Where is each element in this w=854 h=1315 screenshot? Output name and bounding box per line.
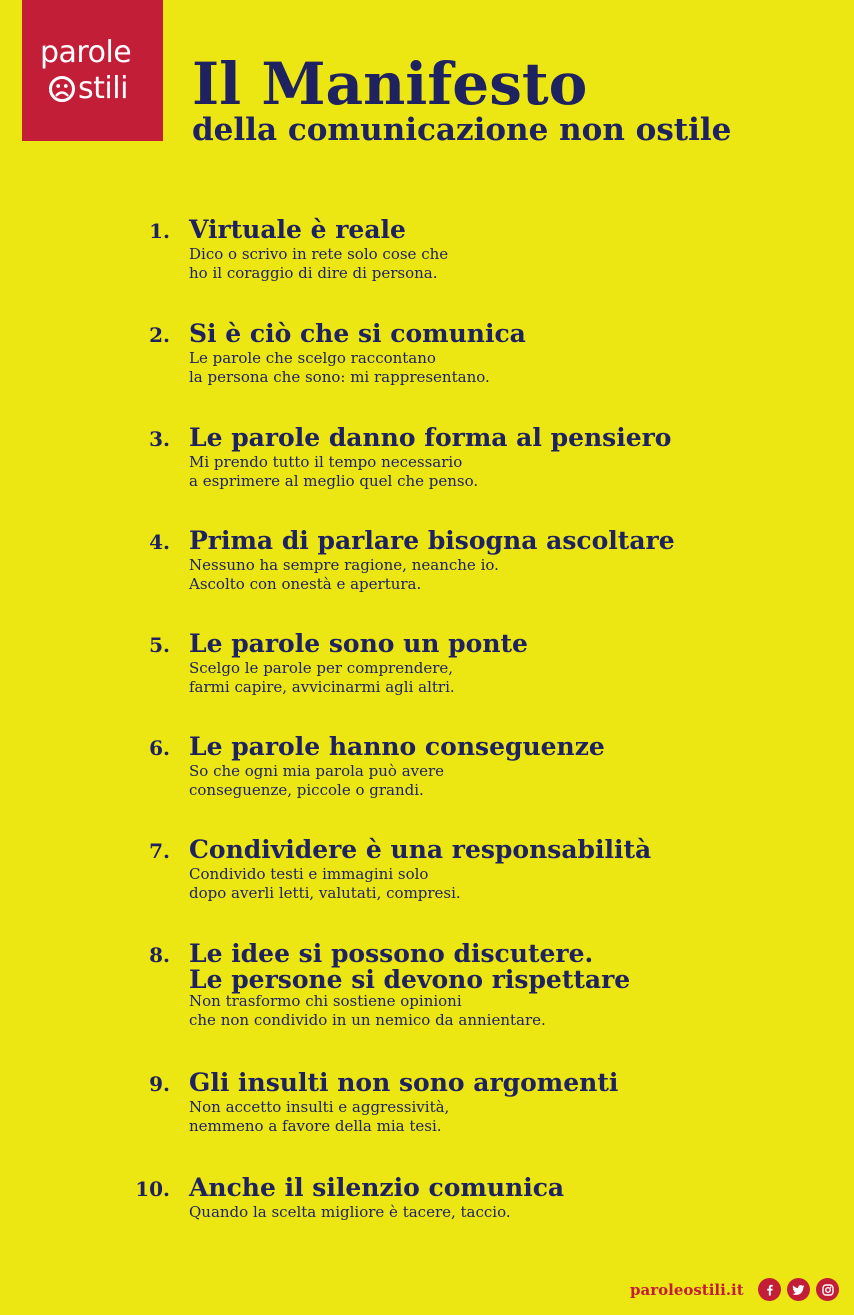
principle-number: 5. [149,633,170,657]
principle-text: Mi prendo tutto il tempo necessario a esprimere al meglio quel che penso. [189,453,479,490]
principle-text: Condivido testi e immagini solo dopo averli letti, valutati, compresi. [189,865,461,902]
principle-title: Anche il silenzio comunica [189,1173,565,1202]
principle-text: Nessuno ha sempre ragione, neanche io. Ascolto con onestà e apertura. [189,556,499,593]
principle-text: So che ogni mia parola può avere conseguenze, piccole o grandi. [189,762,445,799]
principle-text: Dico o scrivo in rete solo cose che ho il coraggio di dire di persona. [189,245,449,282]
principle-title: Gli insulti non sono argomenti [189,1068,619,1097]
page-subtitle: della comunicazione non ostile [192,112,732,148]
principle-title: Le idee si possono discutere. Le persone si devono rispettare [189,939,631,994]
principle-number: 7. [149,839,170,863]
principle-title: Le parole sono un ponte [189,629,528,658]
instagram-icon[interactable] [816,1278,839,1301]
logo-word-stili: stili [78,71,128,106]
principle-title: Le parole hanno conseguenze [189,732,605,761]
principle-number: 1. [149,219,170,243]
logo-word-parole: parole [40,35,132,70]
principle-title: Condividere è una responsabilità [189,835,652,864]
principle-number: 4. [149,530,170,554]
principle-title: Prima di parlare bisogna ascoltare [189,526,675,555]
page-title: Il Manifesto [192,50,588,118]
principle-text: Le parole che scelgo raccontano la persona che sono: mi rappresentano. [189,349,490,386]
website-link[interactable]: paroleostili.it [630,1281,744,1299]
principle-text: Non accetto insulti e aggressività, nemmeno a favore della mia tesi. [189,1098,450,1135]
principle-text: Non trasformo chi sostiene opinioni che non condivido in un nemico da annientare. [189,992,546,1029]
facebook-icon[interactable] [758,1278,781,1301]
principle-number: 3. [149,427,170,451]
principle-title: Si è ciò che si comunica [189,319,526,348]
principle-number: 10. [135,1177,170,1201]
principle-text: Quando la scelta migliore è tacere, taccio. [189,1203,511,1221]
principle-title: Le parole danno forma al pensiero [189,423,672,452]
principle-number: 6. [149,736,170,760]
principle-number: 2. [149,323,170,347]
principle-number: 8. [149,943,170,967]
principle-title: Virtuale è reale [189,215,406,244]
principle-number: 9. [149,1072,170,1096]
twitter-icon[interactable] [787,1278,810,1301]
principle-text: Scelgo le parole per comprendere, farmi capire, avvicinarmi agli altri. [189,659,455,696]
